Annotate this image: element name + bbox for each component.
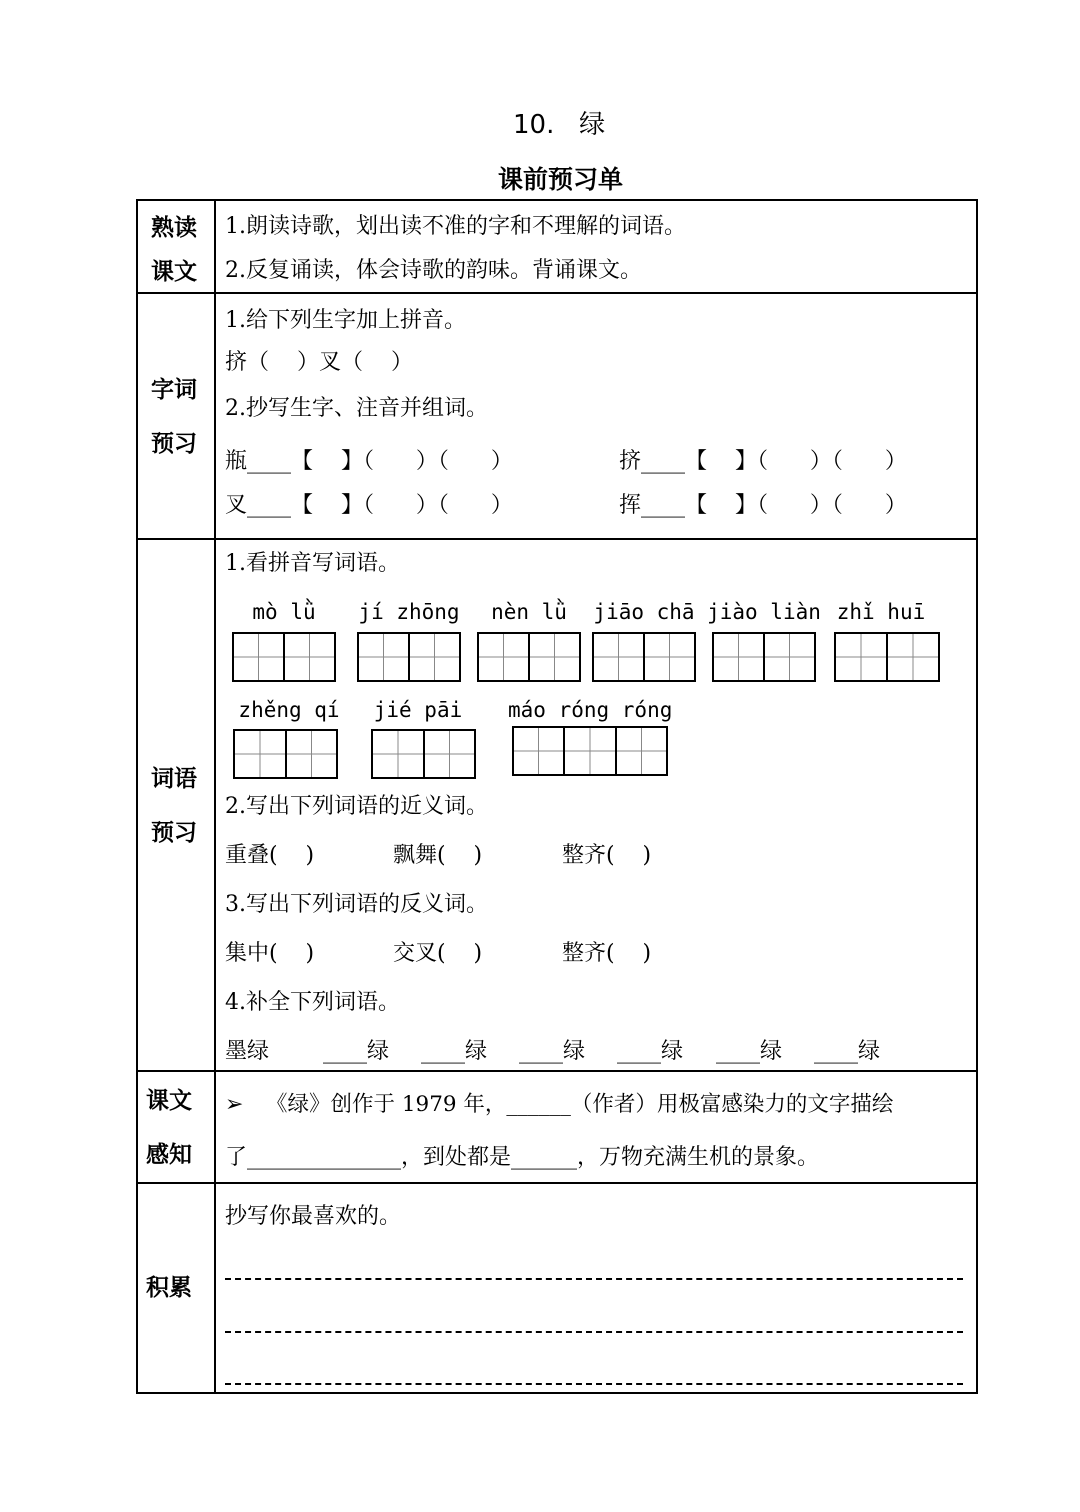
writing-line[interactable] <box>225 1383 963 1385</box>
pinyin-label: jié pāi <box>373 698 463 722</box>
fill-word: ____绿 <box>323 1039 390 1064</box>
writing-grid[interactable] <box>357 632 461 682</box>
instruction: 1.给下列生字加上拼音。 <box>225 308 466 333</box>
pinyin-label: jí zhōng <box>358 600 460 624</box>
section-label: 感知 <box>146 1142 192 1168</box>
writing-grid[interactable] <box>371 729 476 779</box>
writing-line[interactable] <box>225 1331 963 1333</box>
instruction: 1.朗读诗歌，划出读不准的字和不理解的词语。 <box>225 214 686 239</box>
copy-row: 瓶____【 】（ ）（ ） <box>225 449 513 474</box>
writing-grid[interactable] <box>592 632 696 682</box>
writing-line[interactable] <box>225 1278 963 1280</box>
writing-grid[interactable] <box>232 632 336 682</box>
page-subtitle: 课前预习单 <box>498 165 624 194</box>
synonym-item: 重叠( ) <box>225 843 315 868</box>
row-divider <box>136 1070 976 1072</box>
fill-word: ____绿 <box>519 1039 586 1064</box>
copy-row: 挤____【 】（ ）（ ） <box>619 449 907 474</box>
instruction: 3.写出下列词语的反义词。 <box>225 892 488 917</box>
pinyin-label: jiào liàn <box>707 600 821 624</box>
pinyin-label: zhěng qí <box>238 698 340 722</box>
section-label: 课文 <box>146 1088 192 1114</box>
writing-grid[interactable] <box>834 632 940 682</box>
bullet-icon: ➢ <box>225 1092 244 1117</box>
pinyin-label: mò lǜ <box>252 600 316 624</box>
pinyin-label: zhǐ huī <box>836 600 926 624</box>
row-divider <box>136 538 976 540</box>
section-label: 预习 <box>151 820 197 846</box>
copy-row: 叉____【 】（ ）（ ） <box>225 493 513 518</box>
writing-grid[interactable] <box>477 632 581 682</box>
instruction: 2.写出下列词语的近义词。 <box>225 794 488 819</box>
section-label: 预习 <box>151 431 197 457</box>
row-divider <box>136 292 976 294</box>
row-divider <box>136 1182 976 1184</box>
synonym-item: 整齐( ) <box>562 843 652 868</box>
synonym-item: 飘舞( ) <box>393 843 483 868</box>
section-label: 熟读 <box>151 215 197 241</box>
antonym-item: 集中( ) <box>225 941 315 966</box>
pinyin-label: jiāo chā <box>593 600 695 624</box>
fill-word: ____绿 <box>716 1039 783 1064</box>
instruction: 2.反复诵读，体会诗歌的韵味。背诵课文。 <box>225 258 642 283</box>
fill-word: ____绿 <box>421 1039 488 1064</box>
instruction: 1.看拼音写词语。 <box>225 551 400 576</box>
column-divider <box>214 199 216 1392</box>
fill-word: ____绿 <box>814 1039 881 1064</box>
fill-word: 墨绿 <box>225 1039 270 1064</box>
section-label: 课文 <box>151 259 197 285</box>
instruction: 4.补全下列词语。 <box>225 990 400 1015</box>
writing-grid[interactable] <box>512 726 668 776</box>
antonym-item: 交叉( ) <box>393 941 483 966</box>
writing-grid[interactable] <box>233 729 338 779</box>
pinyin-label: máo róng róng <box>508 698 673 722</box>
pinyin-exercise: 挤（ ）叉（ ） <box>225 350 413 375</box>
antonym-item: 整齐( ) <box>562 941 652 966</box>
fill-word: ____绿 <box>617 1039 684 1064</box>
section-label: 字词 <box>151 377 197 403</box>
pinyin-label: nèn lǜ <box>491 600 567 624</box>
instruction: 2.抄写生字、注音并组词。 <box>225 396 488 421</box>
page-title: 10. 绿 <box>513 110 606 140</box>
writing-grid[interactable] <box>712 632 816 682</box>
section-label: 词语 <box>151 766 197 792</box>
cloze-text: 《绿》创作于 1979 年，______（作者）用极富感染力的文字描绘 <box>266 1092 894 1117</box>
cloze-text: 了______________，到处都是______，万物充满生机的景象。 <box>225 1145 820 1170</box>
instruction: 抄写你最喜欢的。 <box>225 1204 402 1229</box>
copy-row: 挥____【 】（ ）（ ） <box>619 493 907 518</box>
section-label: 积累 <box>146 1275 192 1301</box>
